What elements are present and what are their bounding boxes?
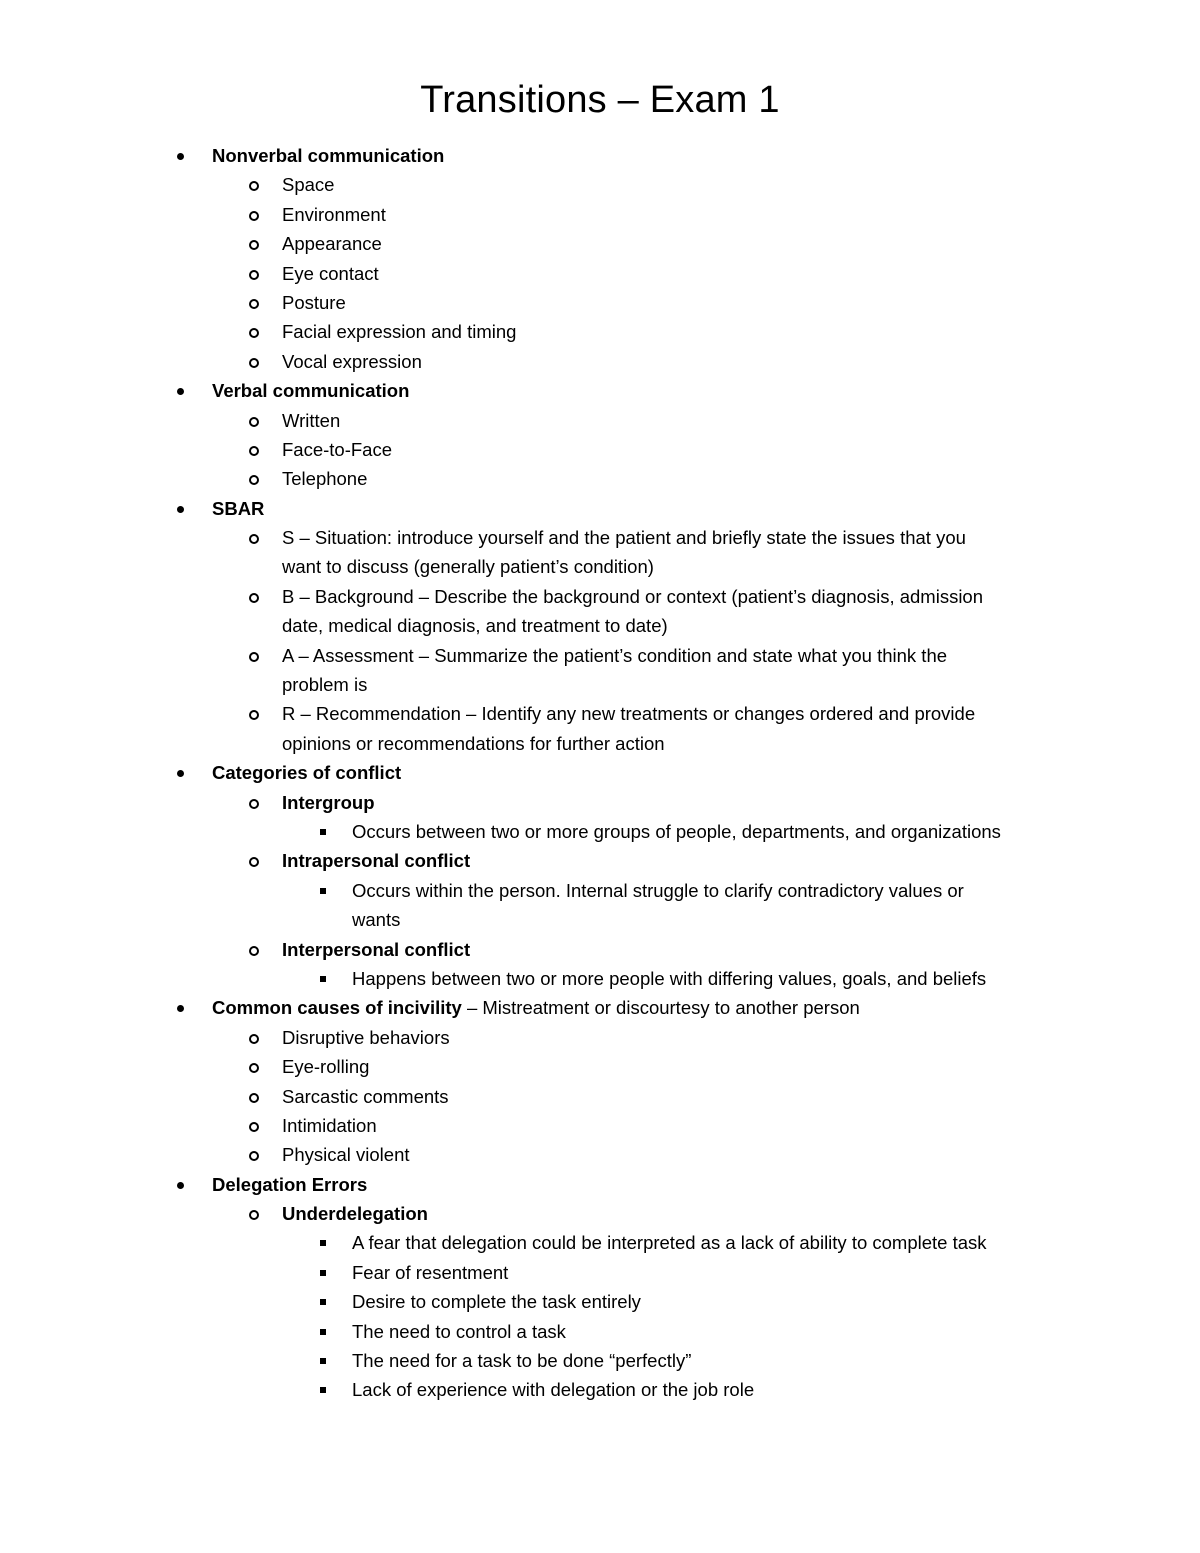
outline-item-text (282, 200, 386, 229)
outline-item-level-2 (0, 611, 1200, 640)
outline-item-text (212, 141, 444, 170)
outline-item-level-2 (0, 523, 1200, 552)
outline-item-body: Face-to-Face (282, 438, 393, 460)
outline-item-text (282, 846, 470, 875)
outline-item-body: The need to control a task (352, 1320, 566, 1342)
outline-item-body: Sarcastic comments (282, 1085, 449, 1107)
outline-item-level-2 (0, 347, 1200, 376)
outline-item-level-3 (0, 964, 1200, 993)
outline-item-level-3 (0, 1375, 1200, 1404)
circle-bullet-icon (244, 464, 264, 493)
outline-item-text (282, 699, 975, 728)
outline-item-level-3 (0, 817, 1200, 846)
outline-item-level-2 (0, 170, 1200, 199)
outline-item-body: B – Background – Describe the background or context (patient’s diagnosis, admission (282, 585, 984, 607)
outline-item-heading: Intergroup (282, 791, 375, 813)
outline-item-text (212, 376, 409, 405)
outline-item-text (352, 1317, 566, 1346)
outline-item-body: want to discuss (generally patient’s condition) (282, 556, 654, 578)
outline-item-body: Space (282, 174, 335, 196)
outline-item-level-2 (0, 1023, 1200, 1052)
outline-item-text (282, 347, 422, 376)
outline-item-text (282, 1199, 428, 1228)
outline-item-body: Facial expression and timing (282, 321, 517, 343)
outline-item-level-2 (0, 729, 1200, 758)
outline-item-heading: Underdelegation (282, 1203, 428, 1225)
bullet-icon (170, 758, 190, 787)
outline-item-level-2 (0, 435, 1200, 464)
circle-bullet-icon (244, 1199, 264, 1228)
outline-item-text (282, 729, 665, 758)
outline-item-body: Eye-rolling (282, 1056, 370, 1078)
outline-item-body: Environment (282, 203, 386, 225)
outline-item-text (282, 1111, 377, 1140)
outline-item-body: Disruptive behaviors (282, 1026, 450, 1048)
outline-item-body: Happens between two or more people with differing values, goals, and beliefs (352, 967, 987, 989)
outline-item-text (212, 993, 860, 1022)
outline-item-level-2 (0, 1140, 1200, 1169)
outline-item-text (352, 964, 986, 993)
outline-item-level-1 (0, 993, 1200, 1022)
circle-bullet-icon (244, 288, 264, 317)
outline-item-text (282, 552, 654, 581)
outline-item-body: Occurs between two or more groups of people, departments, and organizations (352, 820, 1001, 842)
outline-item-level-1 (0, 141, 1200, 170)
circle-bullet-icon (244, 259, 264, 288)
outline-item-level-1 (0, 1170, 1200, 1199)
outline-item-body: Fear of resentment (352, 1261, 509, 1283)
square-bullet-icon (313, 1346, 333, 1375)
outline-item-body: A – Assessment – Summarize the patient’s condition and state what you think the (282, 644, 948, 666)
outline-list (0, 141, 1200, 1405)
outline-item-text (282, 170, 334, 199)
circle-bullet-icon (244, 406, 264, 435)
circle-bullet-icon (244, 1052, 264, 1081)
outline-item-level-2 (0, 259, 1200, 288)
outline-item-level-3 (0, 876, 1200, 905)
outline-item-level-1 (0, 376, 1200, 405)
circle-bullet-icon (244, 1111, 264, 1140)
outline-item-level-2 (0, 582, 1200, 611)
circle-bullet-icon (244, 170, 264, 199)
outline-item-text (282, 1023, 450, 1052)
outline-item-level-2 (0, 406, 1200, 435)
outline-item-text (282, 1052, 369, 1081)
outline-item-body: S – Situation: introduce yourself and the patient and briefly state the issues that you (282, 527, 966, 549)
outline-item-text (282, 464, 367, 493)
circle-bullet-icon (244, 1140, 264, 1169)
outline-item-level-2 (0, 641, 1200, 670)
outline-item-heading: Verbal communication (212, 380, 410, 402)
outline-item-text (282, 317, 516, 346)
bullet-icon (170, 376, 190, 405)
outline-item-body: The need for a task to be done “perfectly” (352, 1350, 692, 1372)
outline-item-text (212, 1170, 367, 1199)
square-bullet-icon (313, 1317, 333, 1346)
outline-item-body: Lack of experience with delegation or the job role (352, 1379, 755, 1401)
outline-item-text (352, 1375, 754, 1404)
outline-item-level-2 (0, 1111, 1200, 1140)
outline-item-level-3 (0, 1346, 1200, 1375)
outline-item-text (282, 788, 375, 817)
outline-item-level-1 (0, 494, 1200, 523)
bullet-icon (170, 993, 190, 1022)
outline-item-body: Appearance (282, 233, 382, 255)
outline-item-text (282, 288, 346, 317)
circle-bullet-icon (244, 1082, 264, 1111)
circle-bullet-icon (244, 582, 264, 611)
outline-item-heading: Common causes of incivility (212, 997, 462, 1019)
outline-item-level-2 (0, 1199, 1200, 1228)
outline-item-body: Posture (282, 291, 346, 313)
document-title: Transitions – Exam 1 (420, 79, 780, 121)
outline-item-level-2 (0, 935, 1200, 964)
outline-item-level-2 (0, 846, 1200, 875)
outline-item-body: Telephone (282, 468, 368, 490)
outline-item-body: R – Recommendation – Identify any new treatments or changes ordered and provide (282, 703, 976, 725)
outline-item-text (282, 1082, 449, 1111)
outline-item-text (282, 406, 340, 435)
outline-item-level-2 (0, 552, 1200, 581)
square-bullet-icon (313, 964, 333, 993)
square-bullet-icon (313, 817, 333, 846)
outline-item-body: – Mistreatment or discourtesy to another person (461, 997, 860, 1019)
outline-item-level-2 (0, 699, 1200, 728)
outline-item-level-2 (0, 317, 1200, 346)
outline-item-level-3 (0, 1228, 1200, 1257)
circle-bullet-icon (244, 200, 264, 229)
outline-item-text (352, 876, 964, 905)
bullet-icon (170, 141, 190, 170)
outline-item-level-2 (0, 788, 1200, 817)
outline-item-text (282, 1140, 410, 1169)
circle-bullet-icon (244, 435, 264, 464)
outline-item-text (352, 1287, 641, 1316)
outline-item-text (282, 611, 668, 640)
circle-bullet-icon (244, 935, 264, 964)
outline-item-body: Written (282, 409, 341, 431)
outline-item-level-2 (0, 1082, 1200, 1111)
outline-item-text (352, 1258, 508, 1287)
outline-item-text (282, 935, 470, 964)
outline-item-heading: Categories of conflict (212, 762, 402, 784)
bullet-icon (170, 1170, 190, 1199)
circle-bullet-icon (244, 641, 264, 670)
outline-item-body: Vocal expression (282, 350, 422, 372)
outline-item-text (352, 1346, 691, 1375)
square-bullet-icon (313, 1258, 333, 1287)
outline-item-heading: SBAR (212, 497, 265, 519)
outline-item-body: Intimidation (282, 1114, 377, 1136)
outline-item-text (282, 670, 367, 699)
square-bullet-icon (313, 1375, 333, 1404)
outline-item-body: opinions or recommendations for further action (282, 732, 665, 754)
outline-item-level-3 (0, 1287, 1200, 1316)
circle-bullet-icon (244, 523, 264, 552)
outline-item-level-3 (0, 1258, 1200, 1287)
square-bullet-icon (313, 1228, 333, 1257)
outline-item-body: A fear that delegation could be interpreted as a lack of ability to complete task (352, 1232, 987, 1254)
outline-item-text (352, 817, 1001, 846)
outline-item-body: Desire to complete the task entirely (352, 1291, 641, 1313)
outline-item-level-3 (0, 1317, 1200, 1346)
circle-bullet-icon (244, 317, 264, 346)
outline-item-text (282, 641, 947, 670)
outline-item-body: Occurs within the person. Internal struggle to clarify contradictory values or (352, 879, 964, 901)
outline-item-text (282, 523, 966, 552)
circle-bullet-icon (244, 699, 264, 728)
outline-item-body: Physical violent (282, 1144, 410, 1166)
outline-item-text (282, 259, 379, 288)
square-bullet-icon (313, 876, 333, 905)
circle-bullet-icon (244, 229, 264, 258)
outline-item-body: date, medical diagnosis, and treatment to date) (282, 615, 668, 637)
outline-item-level-2 (0, 670, 1200, 699)
outline-item-level-2 (0, 464, 1200, 493)
square-bullet-icon (313, 1287, 333, 1316)
outline-item-heading: Nonverbal communication (212, 145, 445, 166)
outline-item-level-2 (0, 200, 1200, 229)
outline-item-text (282, 435, 392, 464)
outline-item-body: problem is (282, 674, 368, 696)
outline-item-text (212, 494, 264, 523)
outline-item-body: wants (352, 909, 401, 931)
outline-item-heading: Delegation Errors (212, 1173, 368, 1195)
outline-item-level-2 (0, 1052, 1200, 1081)
outline-item-level-1 (0, 758, 1200, 787)
outline-item-heading: Interpersonal conflict (282, 938, 471, 960)
outline-item-text (212, 758, 401, 787)
outline-item-text (282, 229, 382, 258)
circle-bullet-icon (244, 1023, 264, 1052)
outline-item-level-2 (0, 229, 1200, 258)
bullet-icon (170, 494, 190, 523)
outline-item-text (352, 905, 400, 934)
circle-bullet-icon (244, 788, 264, 817)
outline-item-level-2 (0, 288, 1200, 317)
outline-item-level-3 (0, 905, 1200, 934)
outline-item-heading: Intrapersonal conflict (282, 850, 471, 872)
circle-bullet-icon (244, 846, 264, 875)
circle-bullet-icon (244, 347, 264, 376)
outline-item-text (352, 1228, 987, 1257)
outline-item-text (282, 582, 983, 611)
outline-item-body: Eye contact (282, 262, 379, 284)
